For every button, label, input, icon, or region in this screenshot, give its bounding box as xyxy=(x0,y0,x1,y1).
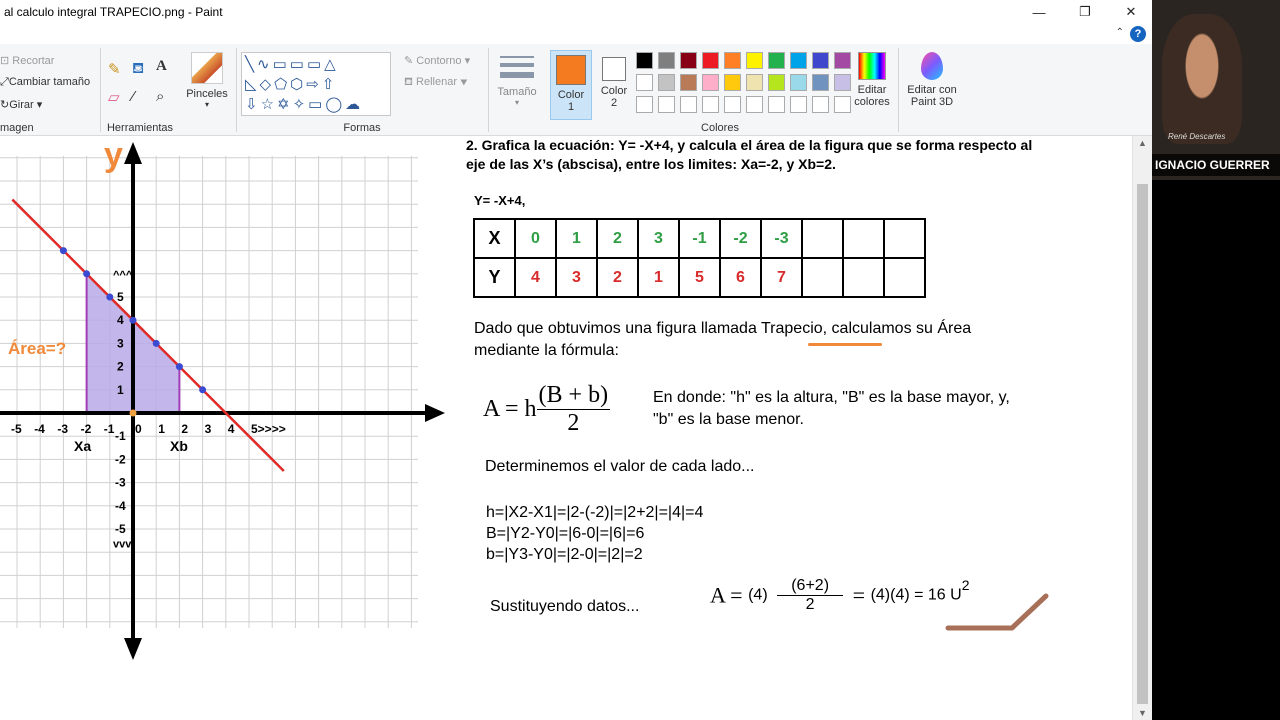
x-tick-label: 1 xyxy=(158,422,165,436)
y-tick-label: -5 xyxy=(115,522,126,536)
y-axis-arrow-up xyxy=(124,142,142,164)
color1-button[interactable] xyxy=(550,50,592,120)
window-title: al calculo integral TRAPECIO.png - Paint xyxy=(4,5,223,19)
color1-swatch xyxy=(556,55,586,85)
explanation-line-1 xyxy=(474,320,971,338)
color2-button[interactable] xyxy=(596,50,632,120)
xa-label: Xa xyxy=(74,438,92,454)
palette-custom-slot[interactable] xyxy=(768,96,785,113)
palette-color[interactable] xyxy=(680,74,697,91)
palette-custom-slot[interactable] xyxy=(658,96,675,113)
x-tick-label: 0 xyxy=(135,422,142,436)
subst-denominator: 2 xyxy=(805,596,815,613)
palette-color[interactable] xyxy=(702,52,719,69)
table-cell-y xyxy=(843,258,884,297)
trapezoid-formula xyxy=(483,382,610,437)
table-cell-x: -1 xyxy=(679,219,720,258)
palette-color[interactable] xyxy=(746,52,763,69)
edit-colors-label-2: colores xyxy=(854,96,890,108)
formula-denominator: 2 xyxy=(567,410,580,436)
palette-custom-slot[interactable] xyxy=(702,96,719,113)
scroll-down-icon[interactable]: ▼ xyxy=(1138,708,1147,718)
table-row-x xyxy=(474,219,925,258)
values-table xyxy=(473,218,926,298)
collapse-ribbon-icon[interactable]: ⌃ xyxy=(1115,27,1124,38)
palette-color[interactable] xyxy=(834,74,851,91)
table-header-x: X xyxy=(474,219,515,258)
y-arrows-up: ^^^ xyxy=(113,269,133,282)
ribbon xyxy=(0,44,1152,136)
scrollbar-thumb[interactable] xyxy=(1137,184,1148,704)
shapes-gallery[interactable] xyxy=(241,52,391,116)
palette-color[interactable] xyxy=(790,52,807,69)
fill-dropdown[interactable]: ⛾ Rellenar ▾ xyxy=(404,76,468,88)
table-cell-y: 6 xyxy=(720,258,761,297)
portrait-image xyxy=(1162,14,1242,144)
data-point xyxy=(83,270,90,277)
table-cell-x xyxy=(843,219,884,258)
palette-custom-slot[interactable] xyxy=(724,96,741,113)
y-tick-label: -3 xyxy=(115,475,126,490)
magnifier-icon[interactable]: ⌕ xyxy=(156,88,165,105)
checkmark-mark xyxy=(940,586,1060,636)
side-b: b=|Y3-Y0|=|2-0|=|2|=2 xyxy=(486,546,643,563)
y-tick-label: 2 xyxy=(117,359,124,374)
y-tick-label: 1 xyxy=(117,382,124,397)
y-tick-label: -2 xyxy=(115,452,126,467)
rotate-label: Girar xyxy=(9,99,34,111)
table-cell-x: -3 xyxy=(761,219,802,258)
maximize-button[interactable]: ❐ xyxy=(1079,4,1091,19)
palette-custom-slot[interactable] xyxy=(746,96,763,113)
table-row-y xyxy=(474,258,925,297)
table-header-y: Y xyxy=(474,258,515,297)
drawing-canvas[interactable] xyxy=(0,136,1132,720)
subst-lhs: A = xyxy=(710,582,749,608)
x-tick-label: -2 xyxy=(80,422,92,436)
table-cell-x xyxy=(884,219,925,258)
shapes-group-label: Formas xyxy=(343,122,381,134)
palette-color[interactable] xyxy=(636,74,653,91)
crop-label: Recortar xyxy=(12,55,55,67)
x-tick-label: 5>>>> xyxy=(251,422,286,436)
palette-color[interactable] xyxy=(812,74,829,91)
table-cell-y xyxy=(884,258,925,297)
palette-custom-slot[interactable] xyxy=(790,96,807,113)
separator xyxy=(100,48,101,132)
side-h: h=|X2-X1|=|2-(-2)|=|2+2|=|4|=4 xyxy=(486,504,704,521)
table-cell-x: -2 xyxy=(720,219,761,258)
table-cell-x: 2 xyxy=(597,219,638,258)
y-axis-label: y xyxy=(104,136,123,174)
palette-custom-slot[interactable] xyxy=(812,96,829,113)
y-tick-label: 4 xyxy=(117,313,124,328)
brushes-button[interactable]: Pinceles ▾ xyxy=(186,52,228,109)
side-B: B=|Y2-Y0|=|6-0|=|6|=6 xyxy=(486,525,645,542)
palette-color[interactable] xyxy=(658,74,675,91)
definition-line-2: "b" es la base menor. xyxy=(653,411,804,428)
palette-color[interactable] xyxy=(746,74,763,91)
size-label: Tamaño xyxy=(497,86,537,98)
explanation-text-b: , calculamos su Área xyxy=(822,320,972,337)
eraser-icon[interactable]: ▱ xyxy=(108,89,120,106)
color1-label: Color xyxy=(557,89,585,101)
area-label: Área=? xyxy=(8,339,67,358)
substitution-formula xyxy=(710,577,970,614)
brush-icon xyxy=(191,52,223,84)
size-icon xyxy=(500,52,534,82)
rotate-icon: ↻ xyxy=(0,99,10,111)
equation-line xyxy=(12,200,283,471)
color-picker-icon[interactable]: ⁄ xyxy=(132,88,135,105)
color2-swatch xyxy=(602,57,626,81)
shapes-row-2: ◺◇⬠⬡⇨⇧ xyxy=(245,76,338,93)
paint3d-label-2: Paint 3D xyxy=(910,96,954,108)
substitution-label: Sustituyendo datos... xyxy=(490,598,640,615)
y-tick-label: -4 xyxy=(115,498,126,513)
problem-line-1: 2. Grafica la ecuación: Y= -X+4, y calcula el área de la figura que se forma respecto al xyxy=(466,137,1033,153)
graph xyxy=(0,136,450,720)
palette-color[interactable] xyxy=(680,52,697,69)
x-tick-label: -4 xyxy=(34,422,45,436)
data-point xyxy=(106,294,113,301)
paint3d-label: Editar con xyxy=(907,84,957,96)
separator xyxy=(236,48,237,132)
help-button[interactable]: ? xyxy=(1130,26,1146,42)
x-tick-label: -5 xyxy=(11,422,22,436)
formula-numerator: (B + b) xyxy=(538,382,609,408)
subst-exponent: 2 xyxy=(961,577,970,593)
explanation-text-a: Dado que obtuvimos una figura llamada xyxy=(474,320,761,337)
resize-label: Cambiar tamaño xyxy=(8,76,91,88)
table-cell-y: 1 xyxy=(638,258,679,297)
y-tick-label: 5 xyxy=(117,290,124,304)
shapes-row-1: ╲∿▭▭▭△ xyxy=(245,56,339,73)
shapes-row-3: ⇩☆✡✧▭◯☁ xyxy=(245,96,364,113)
table-cell-x: 3 xyxy=(638,219,679,258)
palette-custom-slot[interactable] xyxy=(834,96,851,113)
palette-color[interactable] xyxy=(768,74,785,91)
explanation-line-2: mediante la fórmula: xyxy=(474,342,619,359)
portrait-caption: René Descartes xyxy=(1168,132,1226,141)
x-tick-label: 3 xyxy=(204,422,212,436)
determine-text: Determinemos el valor de cada lado... xyxy=(485,458,755,475)
table-cell-y: 7 xyxy=(761,258,802,297)
rotate-button[interactable]: ↻Girar ▾ xyxy=(0,99,43,111)
table-cell-x xyxy=(802,219,843,258)
palette-color[interactable] xyxy=(790,74,807,91)
text-tool-icon[interactable]: A xyxy=(156,58,167,74)
edit-colors-button[interactable] xyxy=(850,52,894,108)
table-cell-x: 0 xyxy=(515,219,556,258)
x-tick-label: 2 xyxy=(181,422,189,436)
brushes-label: Pinceles xyxy=(186,88,228,100)
resize-button[interactable] xyxy=(0,76,90,89)
palette-color[interactable] xyxy=(812,52,829,69)
close-button[interactable]: ✕ xyxy=(1125,4,1137,19)
origin-point xyxy=(130,410,137,417)
table-cell-y: 4 xyxy=(515,258,556,297)
subst-numerator: (6+2) xyxy=(777,577,843,596)
data-point xyxy=(60,247,67,254)
problem-statement xyxy=(466,136,1126,174)
y-axis-arrow-down xyxy=(124,638,142,660)
y-arrows-down: vvv xyxy=(113,538,132,551)
data-point xyxy=(176,363,183,370)
fill-bucket-icon[interactable]: ⛾ xyxy=(132,60,145,77)
table-cell-y: 3 xyxy=(556,258,597,297)
trapecio-word: Trapecio xyxy=(761,320,823,337)
crop-icon: ⊡ xyxy=(0,55,13,67)
x-tick-label: -3 xyxy=(57,422,69,436)
paint3d-icon xyxy=(921,52,943,80)
underline-mark xyxy=(808,343,882,346)
data-point xyxy=(153,340,160,347)
color-wheel-icon xyxy=(858,52,886,80)
palette-color[interactable] xyxy=(658,52,675,69)
palette-color[interactable] xyxy=(724,74,741,91)
image-group-label: magen xyxy=(0,122,34,134)
fill-label: Rellenar xyxy=(416,76,458,88)
separator xyxy=(488,48,489,132)
minimize-button[interactable]: — xyxy=(1032,4,1046,20)
table-cell-x: 1 xyxy=(556,219,597,258)
vertical-scrollbar[interactable] xyxy=(1132,136,1152,720)
formula-lhs: A = h xyxy=(483,396,537,422)
subst-equals: = xyxy=(852,582,865,608)
x-axis-arrow xyxy=(425,404,445,422)
scroll-up-icon[interactable]: ▲ xyxy=(1138,138,1147,148)
y-tick-label: -1 xyxy=(115,429,126,444)
data-point xyxy=(199,386,206,393)
palette-color[interactable] xyxy=(834,52,851,69)
subst-factor: (4) xyxy=(748,586,768,604)
tools-group-label: Herramientas xyxy=(106,122,174,134)
title-bar xyxy=(0,0,1152,24)
edit-colors-label: Editar xyxy=(857,84,887,96)
data-point xyxy=(130,317,137,324)
size-button[interactable]: Tamaño ▾ xyxy=(494,52,540,107)
outline-icon: ✎ xyxy=(404,55,417,67)
problem-line-2: eje de las X’s (abscisa), entre los limites: Xa=-2, y Xb=2. xyxy=(466,156,836,172)
palette-custom-slot[interactable] xyxy=(636,96,653,113)
palette-color[interactable] xyxy=(724,52,741,69)
color2-label: Color xyxy=(600,85,628,97)
xb-label: Xb xyxy=(170,438,188,454)
webcam-overlay xyxy=(1152,0,1280,180)
definition-line-1: En donde: "h" es la altura, "B" es la base mayor, y, xyxy=(653,389,1010,406)
pencil-icon[interactable]: ✎ xyxy=(108,61,121,78)
table-cell-y xyxy=(802,258,843,297)
resize-icon: ⤢ xyxy=(0,76,9,88)
colors-group-label: Colores xyxy=(701,122,739,134)
table-cell-y: 2 xyxy=(597,258,638,297)
outline-dropdown[interactable]: ✎ Contorno ▾ xyxy=(404,55,471,67)
palette-custom-slot[interactable] xyxy=(680,96,697,113)
presenter-name: IGNACIO GUERRER xyxy=(1152,154,1280,176)
palette-color[interactable] xyxy=(702,74,719,91)
outline-label: Contorno xyxy=(416,55,462,67)
equation-label: Y= -X+4, xyxy=(474,193,526,208)
fill-icon: ⛾ xyxy=(404,76,417,88)
x-tick-label: -1 xyxy=(103,422,115,436)
table-cell-y: 5 xyxy=(679,258,720,297)
separator xyxy=(898,48,899,132)
crop-button[interactable] xyxy=(0,54,54,67)
palette-color[interactable] xyxy=(636,52,653,69)
palette-color[interactable] xyxy=(768,52,785,69)
color1-number: 1 xyxy=(567,101,575,113)
paint3d-button[interactable] xyxy=(902,52,962,108)
subst-result: (4)(4) = 16 U xyxy=(870,586,962,604)
color2-number: 2 xyxy=(610,97,618,109)
x-tick-label: 4 xyxy=(227,422,235,436)
y-tick-label: 3 xyxy=(117,336,124,351)
